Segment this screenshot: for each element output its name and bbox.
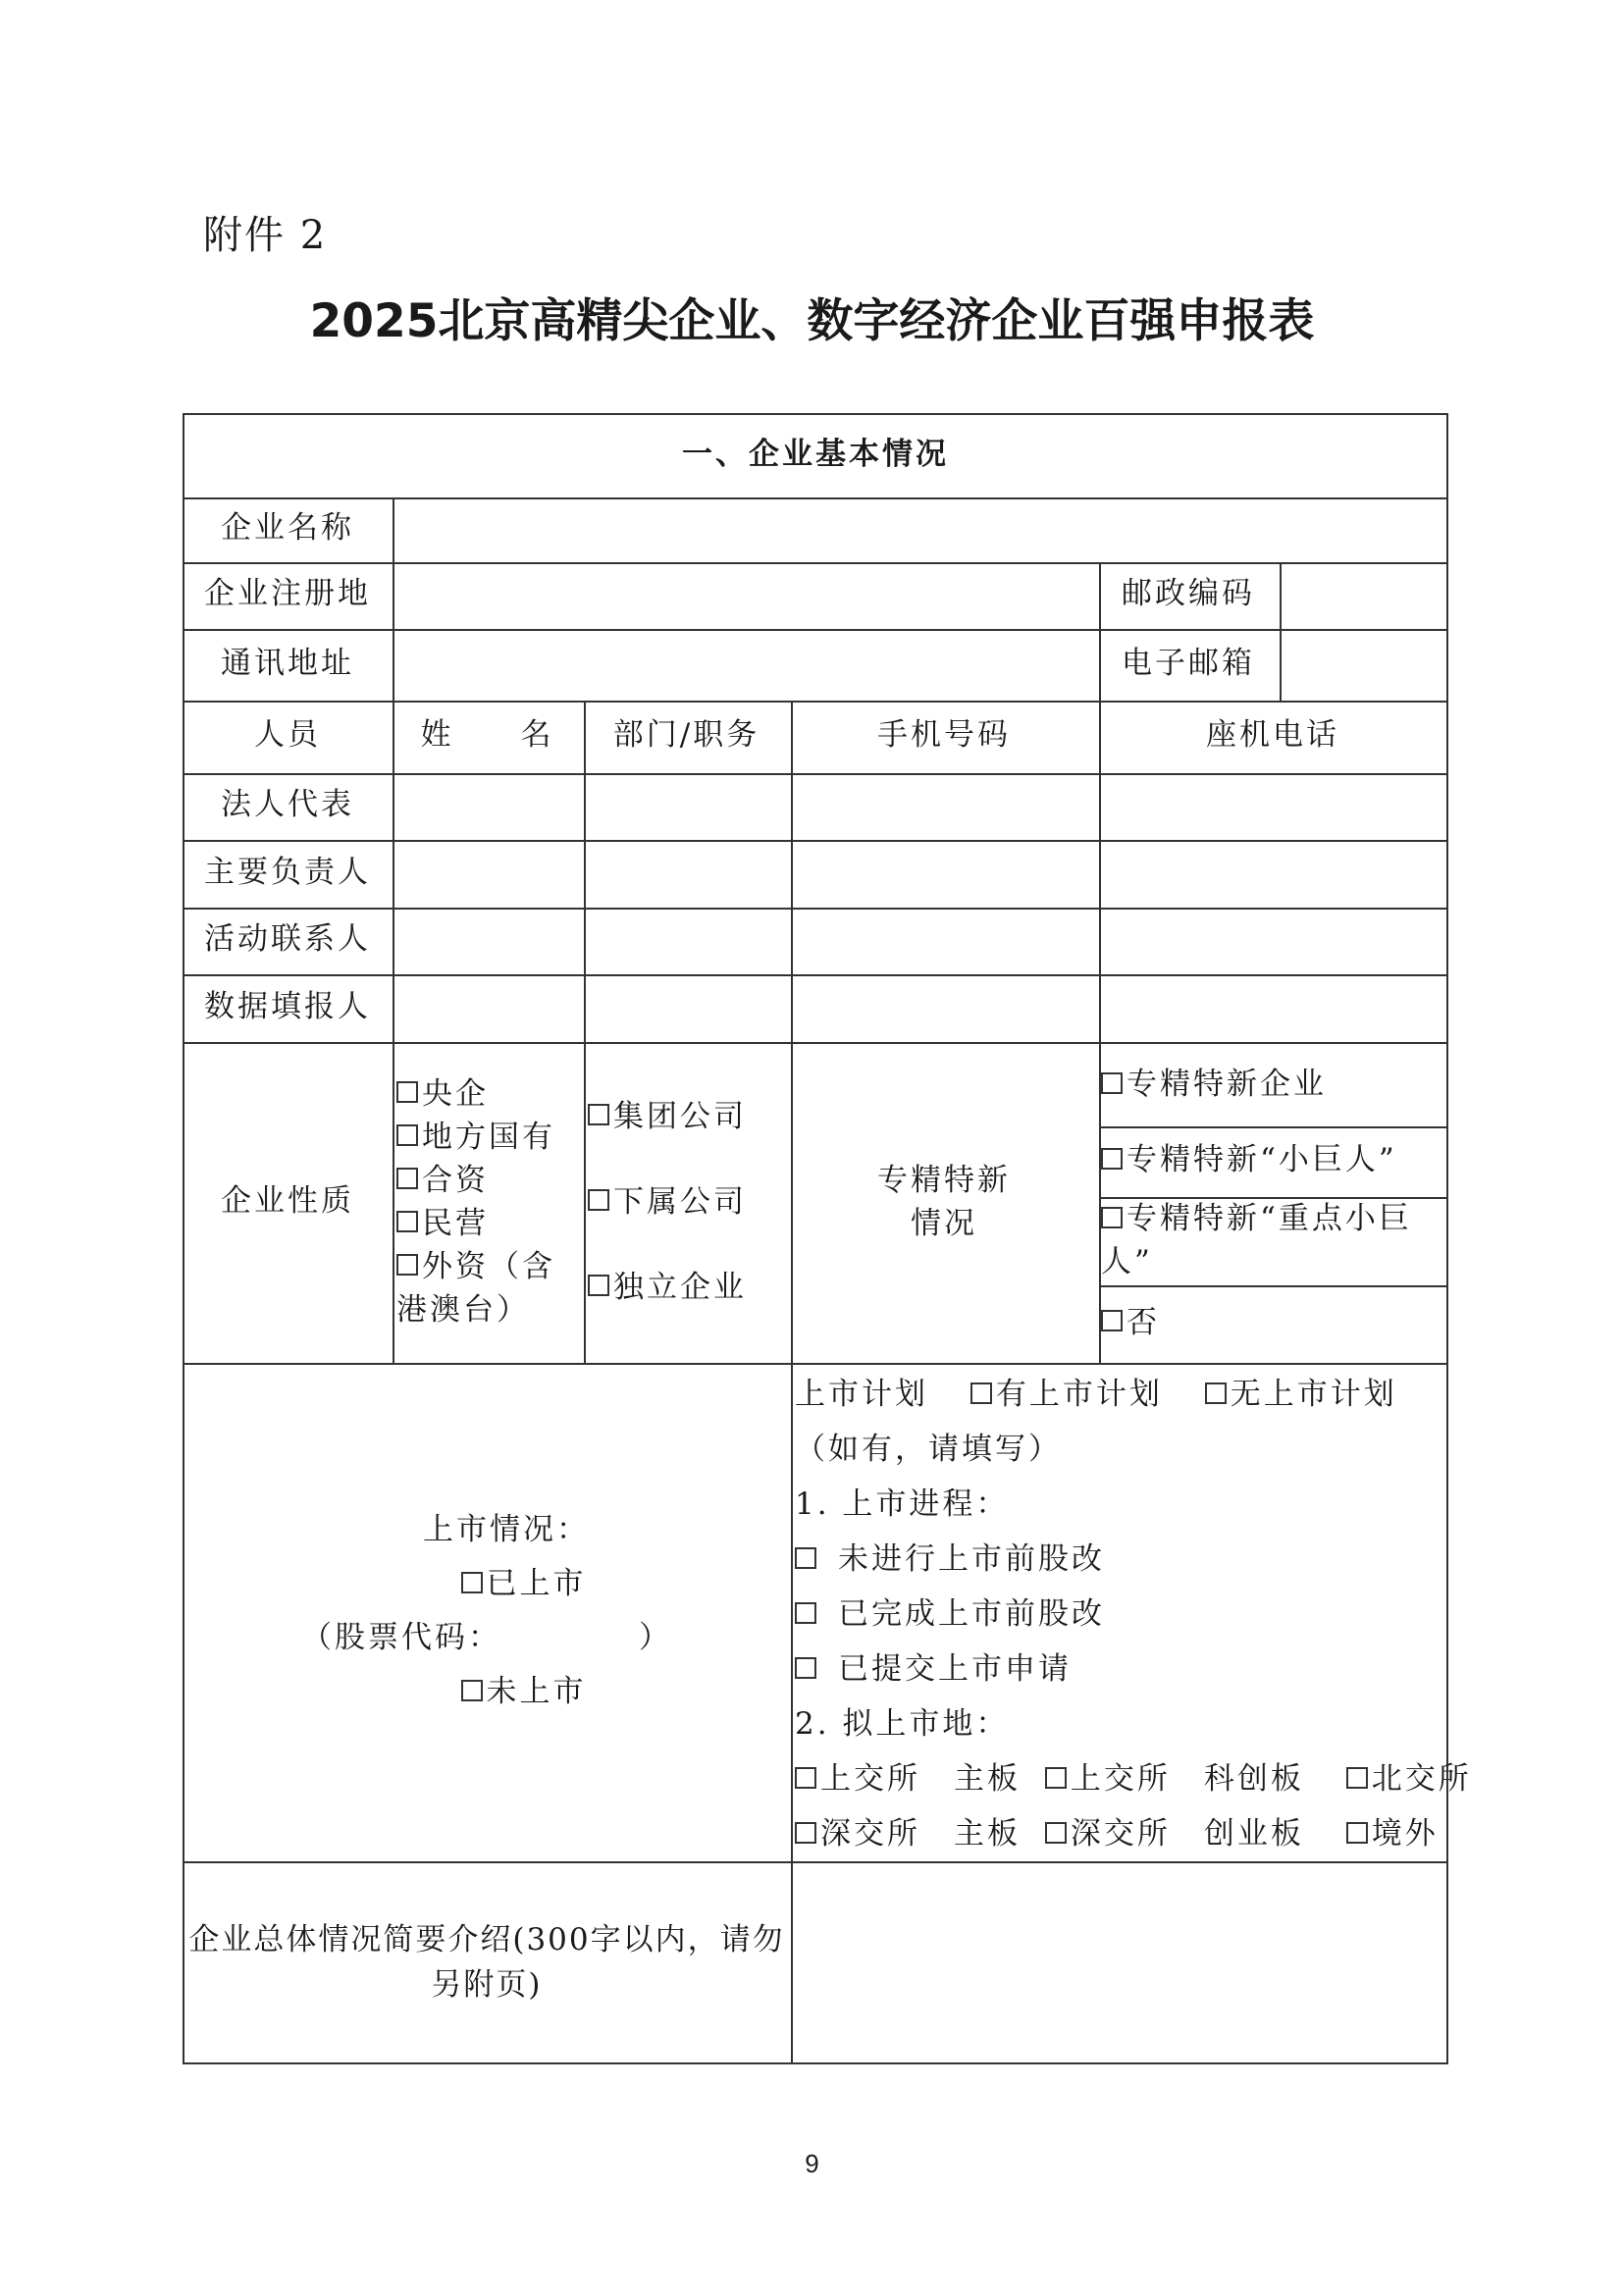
attachment-label: 附件 2 [203, 213, 328, 258]
personnel-header-landline: 座机电话 [1206, 717, 1339, 754]
no-plan-option[interactable]: 无上市计划 [1205, 1377, 1397, 1412]
venue-option[interactable]: 北交所 [1346, 1761, 1472, 1797]
email-field[interactable] [1280, 629, 1446, 699]
specialized-option[interactable]: 专精特新“重点小巨 人” [1099, 1197, 1446, 1283]
checkbox-icon [1101, 1072, 1123, 1094]
ownership-options [394, 1042, 581, 1361]
personnel-header-mobile: 手机号码 [877, 717, 1011, 754]
checkbox-icon [396, 1211, 418, 1232]
personnel-header-name: 姓 名 [420, 717, 554, 754]
checkbox-icon [1101, 1310, 1123, 1331]
stock-code-field[interactable]: （股票代码： ） [301, 1620, 672, 1655]
venue-option[interactable]: 深交所 创业板 [1045, 1816, 1304, 1852]
venue-option[interactable]: 上交所 主板 [795, 1761, 1021, 1797]
personnel-row-contact: 活动联系人 [204, 921, 371, 958]
checkbox-icon [795, 1767, 816, 1789]
specialized-label-line: 情况 [911, 1205, 977, 1241]
progress-option[interactable]: 已完成上市前股改 [795, 1587, 1105, 1642]
ownership-option[interactable]: 民营 [396, 1202, 489, 1245]
company-intro-line: 企业总体情况简要介绍(300字以内，请勿 [188, 1921, 785, 1957]
ownership-option[interactable]: 地方国有 [396, 1116, 555, 1159]
checkbox-icon [970, 1382, 992, 1404]
listing-status [184, 1363, 789, 1859]
venue-option[interactable]: 上交所 科创板 [1045, 1761, 1304, 1797]
checkbox-icon [588, 1189, 609, 1211]
registered-address-label: 企业注册地 [204, 576, 371, 612]
company-intro-line: 另附页) [431, 1966, 543, 2003]
postal-code-label: 邮政编码 [1122, 576, 1255, 612]
progress-option[interactable]: 已提交上市申请 [795, 1642, 1072, 1696]
personnel-header-department: 部门/职务 [612, 717, 760, 754]
structure-option[interactable]: 独立企业 [588, 1266, 747, 1309]
email-label: 电子邮箱 [1122, 645, 1255, 681]
postal-code-field[interactable] [1280, 562, 1446, 627]
checkbox-icon [396, 1081, 418, 1103]
checkbox-icon [795, 1657, 816, 1679]
specialized-label-line: 专精特新 [877, 1162, 1011, 1198]
company-name-field[interactable] [393, 497, 1446, 560]
listing-status-label: 上市情况： [423, 1512, 590, 1547]
venue-option[interactable]: 深交所 主板 [795, 1816, 1021, 1852]
listing-plan-label: 上市计划 [795, 1377, 928, 1412]
specialized-label [791, 1042, 1097, 1361]
page-number: 9 [805, 2149, 819, 2178]
venue-row [795, 1806, 1439, 1861]
company-name-label: 企业名称 [221, 510, 354, 547]
checkbox-icon [461, 1680, 483, 1701]
listing-plan-row [795, 1367, 1397, 1422]
enterprise-nature-label: 企业性质 [221, 1182, 354, 1219]
checkbox-icon [1346, 1822, 1368, 1844]
personnel-row-principal: 主要负责人 [204, 854, 371, 890]
checkbox-icon [588, 1275, 609, 1296]
specialized-option[interactable]: 专精特新企业 [1099, 1042, 1446, 1124]
ownership-option[interactable]: 外资（含 [396, 1245, 555, 1288]
checkbox-icon [1205, 1382, 1227, 1404]
company-intro-label [184, 1861, 789, 2062]
company-intro-field[interactable] [793, 1861, 1446, 2062]
checkbox-icon [795, 1602, 816, 1624]
mailing-address-label: 通讯地址 [221, 645, 354, 681]
checkbox-icon [588, 1104, 609, 1125]
checkbox-icon [396, 1168, 418, 1189]
ownership-option[interactable]: 央企 [396, 1072, 489, 1116]
personnel-header-role: 人员 [254, 717, 321, 754]
checkbox-icon [396, 1124, 418, 1146]
registered-address-field[interactable] [393, 562, 1097, 627]
has-plan-option[interactable]: 有上市计划 [970, 1377, 1163, 1412]
checkbox-icon [1346, 1767, 1368, 1789]
checkbox-icon [1101, 1148, 1123, 1170]
ownership-option[interactable]: 合资 [396, 1159, 489, 1202]
fill-note: （如有，请填写） [795, 1432, 1062, 1467]
structure-options [586, 1042, 789, 1361]
venue-option[interactable]: 境外 [1346, 1816, 1439, 1852]
checkbox-icon [795, 1547, 816, 1569]
checkbox-icon [396, 1254, 418, 1276]
checkbox-icon [1045, 1767, 1067, 1789]
structure-option[interactable]: 集团公司 [588, 1095, 747, 1138]
personnel-row-data-reporter: 数据填报人 [204, 988, 371, 1024]
ownership-option-tail: 港澳台） [396, 1291, 530, 1328]
specialized-option[interactable]: 专精特新“小巨人” [1099, 1126, 1446, 1195]
not-listed-option[interactable]: 未上市 [461, 1665, 587, 1719]
specialized-option[interactable]: 否 [1099, 1285, 1446, 1361]
mailing-address-field[interactable] [393, 629, 1097, 699]
personnel-row-legal-rep: 法人代表 [221, 787, 354, 823]
venue-label: 2. 拟上市地： [795, 1706, 1010, 1742]
listing-plan [793, 1363, 1472, 1859]
listed-option[interactable]: 已上市 [461, 1557, 587, 1611]
section-title: 一、企业基本情况 [682, 437, 949, 473]
venue-row [795, 1751, 1472, 1806]
structure-option[interactable]: 下属公司 [588, 1180, 747, 1224]
checkbox-icon [461, 1572, 483, 1593]
checkbox-icon [795, 1822, 816, 1844]
checkbox-icon [1101, 1207, 1123, 1228]
form-title: 2025北京高精尖企业、数字经济企业百强申报表 [309, 294, 1315, 348]
specialized-option-tail: 人” [1101, 1244, 1153, 1279]
progress-label: 1. 上市进程： [795, 1487, 1010, 1522]
checkbox-icon [1045, 1822, 1067, 1844]
progress-option[interactable]: 未进行上市前股改 [795, 1532, 1105, 1587]
